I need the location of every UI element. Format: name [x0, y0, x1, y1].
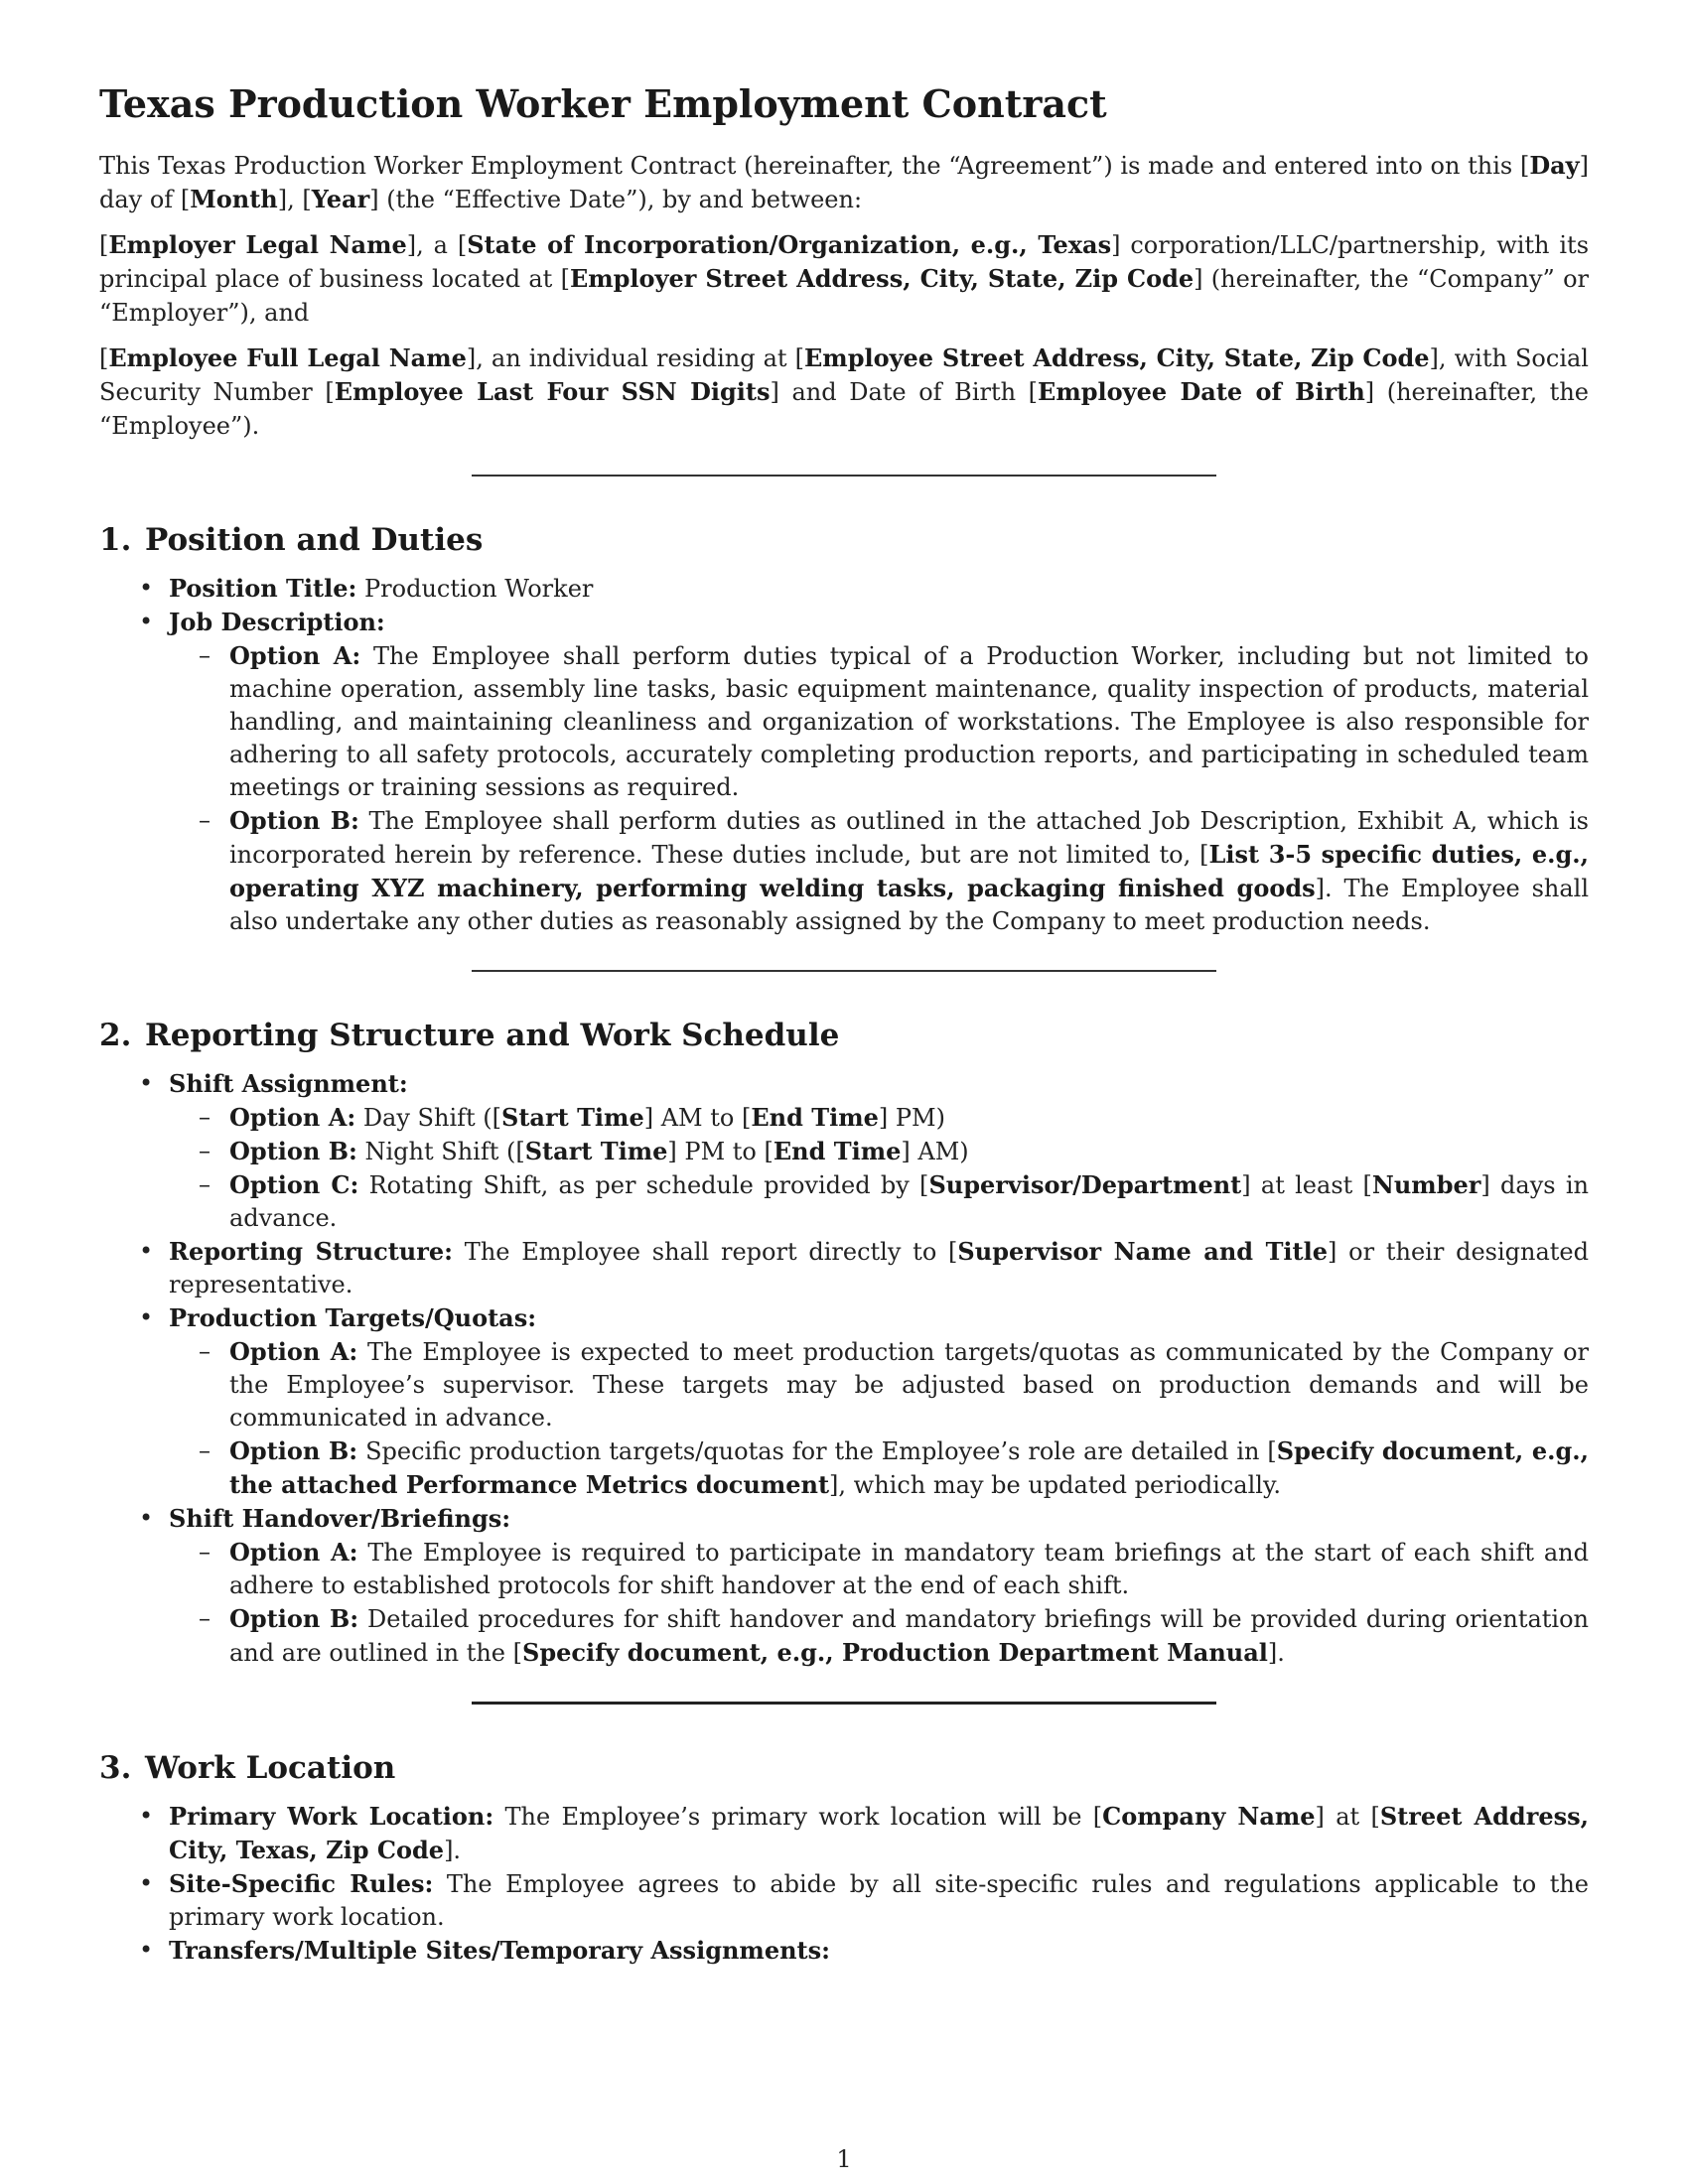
bullet-icon: • [139, 1069, 154, 1097]
option-a: – Option A: The Employee shall perform duties typical of a Production Worker, including but not limited to machine operation, assembly line tasks, basic equipment maintenance, quality inspection of products, material handling, and maintaining cleanliness and organization of workstations. The Employee is also responsible for adhering to all safety protocols, accurately completing production reports, and participating in scheduled team meetings or training sessions as required. [199, 641, 1589, 801]
shift-options [169, 1101, 1589, 1235]
document-title: Texas Production Worker Employment Contract [99, 81, 1107, 126]
dash-icon: – [199, 1337, 211, 1365]
bullet-icon: • [139, 1237, 154, 1265]
option-b: – Option B: Night Shift ([Start Time] PM to [End Time] AM) [199, 1137, 969, 1165]
dash-icon: – [199, 806, 211, 834]
intro-paragraph-agreement: This Texas Production Worker Employment Contract (hereinafter, the “Agreement”) is made and entered into on this [Day] day of [Month], [Year] (the “Effective Date”), by and between: [99, 151, 1589, 213]
section-1-list [99, 572, 1589, 938]
placeholder-employee-address: Employee Street Address, City, State, Zip Code [804, 343, 1430, 372]
placeholder-dob: Employee Date of Birth [1038, 377, 1365, 406]
list-item-transfers: • Transfers/Multiple Sites/Temporary Assignments: [139, 1936, 830, 1965]
bullet-icon: • [139, 574, 154, 602]
page-number: 1 [836, 2145, 852, 2173]
option-a: – Option A: Day Shift ([Start Time] AM to [End Time] PM) [199, 1103, 945, 1132]
section-divider [472, 475, 1216, 477]
option-a: – Option A: The Employee is required to participate in mandatory team briefings at the start of each shift and adhere to established protocols for shift handover at the end of each shift. [199, 1538, 1589, 1599]
section-heading-3: 3. Work Location [99, 1750, 396, 1786]
intro-paragraph-employer: [Employer Legal Name], a [State of Incorporation/Organization, e.g., Texas] corporation/LLC/partnership, with its principal place of business located at [Employer Street Address, City, State, Zip Code] (hereinafter, the “Company” or “Employer”), and [99, 230, 1590, 327]
bullet-icon: • [139, 1303, 154, 1331]
option-c: – Option C: Rotating Shift, as per schedule provided by [Supervisor/Department] at least [Number] days in advance. [199, 1170, 1590, 1232]
dash-icon: – [199, 1103, 211, 1131]
list-item-reporting-structure: • Reporting Structure: The Employee shall report directly to [Supervisor Name and Title] or their designated representative. [139, 1237, 1590, 1298]
dash-icon: – [199, 1137, 211, 1164]
section-divider [472, 970, 1216, 972]
targets-options [169, 1335, 1589, 1502]
dash-icon: – [199, 1436, 211, 1464]
option-b: – Option B: Specific production targets/quotas for the Employee’s role are detailed in [Specify document, e.g., the attached Performance Metrics document], which may be updated periodically. [199, 1436, 1589, 1499]
placeholder-ssn: Employee Last Four SSN Digits [334, 377, 771, 406]
placeholder-state: State of Incorporation/Organization, e.g., Texas [467, 230, 1112, 259]
job-description-options [169, 639, 1589, 938]
list-item-production-targets: • Production Targets/Quotas: – Option A: The Employee is expected to meet production targets/quotas as communicated by the Company or the Employee’s supervisor. These targets may be adjusted based on production demands and will be communicated in advance. – Option B: Specific production targets/quotas for the Employee’s role are detailed in [Specify document, e.g., the attached Performance Metrics document], which may be updated periodically. [99, 1301, 1589, 1502]
option-b: – Option B: Detailed procedures for shift handover and mandatory briefings will be provided during orientation and are outlined in the [Specify document, e.g., Production Department Manual]. [199, 1604, 1589, 1667]
section-heading-2: 2. Reporting Structure and Work Schedule [99, 1018, 840, 1053]
bullet-icon: • [139, 1936, 154, 1964]
list-item-position-title: • Position Title: Production Worker [139, 574, 594, 603]
list-item-shift-assignment: • Shift Assignment: – Option A: Day Shift ([Start Time] AM to [End Time] PM) – Option B: Night Shift ([Start Time] PM to [End Time] AM) – Option C: Rotating Shift, as per schedule provided by [Supervisor/Department] at least [Number] days in advance. [99, 1067, 1589, 1235]
dash-icon: – [199, 641, 211, 669]
bullet-icon: • [139, 1869, 154, 1897]
list-item-job-description: • Job Description: – Option A: The Employee shall perform duties typical of a Production Worker, including but not limited to machine operation, assembly line tasks, basic equipment maintenance, quality inspection of products, material handling, and maintaining cleanliness and organization of workstations. The Employee is also responsible for adhering to all safety protocols, accurately completing production reports, and participating in scheduled team meetings or training sessions as required. – Option B: The Employee shall perform duties as outlined in the attached Job Description, Exhibit A, which is incorporated herein by reference. These duties include, but are not limited to, [List 3-5 specific duties, e.g., operating XYZ machinery, performing welding tasks, packaging finished goods]. The Employee shall also undertake any other duties as reasonably assigned by the Company to meet production needs. [99, 606, 1589, 938]
placeholder-employee-name: Employee Full Legal Name [108, 343, 467, 372]
bullet-icon: • [139, 1802, 154, 1830]
option-a: – Option A: The Employee is expected to meet production targets/quotas as communicated by the Company or the Employee’s supervisor. These targets may be adjusted based on production demands and will be communicated in advance. [199, 1337, 1589, 1432]
section-3-list [99, 1800, 1589, 1968]
dash-icon: – [199, 1538, 211, 1566]
option-b: – Option B: The Employee shall perform duties as outlined in the attached Job Description, Exhibit A, which is incorporated herein by reference. These duties include, but are not limited to, [List 3-5 specific duties, e.g., operating XYZ machinery, performing welding tasks, packaging finished goods]. The Employee shall also undertake any other duties as reasonably assigned by the Company to meet production needs. [199, 806, 1589, 935]
list-item-shift-handover: • Shift Handover/Briefings: – Option A: The Employee is required to participate in mandatory team briefings at the start of each shift and adhere to established protocols for shift handover at the end of each shift. – Option B: Detailed procedures for shift handover and mandatory briefings will be provided during orientation and are outlined in the [Specify document, e.g., Production Department Manual]. [99, 1502, 1589, 1670]
handover-options [169, 1536, 1589, 1670]
placeholder-employer-address: Employer Street Address, City, State, Zip Code [569, 264, 1195, 293]
list-item-site-specific-rules: • Site-Specific Rules: The Employee agrees to abide by all site-specific rules and regulations applicable to the primary work location. [139, 1869, 1589, 1931]
document-page [99, 81, 1589, 1968]
intro-paragraph-employee: [Employee Full Legal Name], an individual residing at [Employee Street Address, City, State, Zip Code], with Social Security Number [Employee Last Four SSN Digits] and Date of Birth [Employee Date of Birth] (hereinafter, the “Employee”). [99, 343, 1589, 440]
section-divider [472, 1702, 1216, 1705]
section-2-list [99, 1067, 1589, 1670]
list-item-primary-work-location: • Primary Work Location: The Employee’s primary work location will be [Company Name] at [Street Address, City, Texas, Zip Code]. [139, 1802, 1589, 1864]
dash-icon: – [199, 1170, 211, 1198]
bullet-icon: • [139, 1504, 154, 1532]
placeholder-day: Day [1529, 151, 1580, 180]
placeholder-month: Month [190, 185, 278, 213]
section-heading-1: 1. Position and Duties [99, 522, 484, 558]
dash-icon: – [199, 1604, 211, 1632]
placeholder-employer-name: Employer Legal Name [108, 230, 407, 259]
bullet-icon: • [139, 608, 154, 635]
placeholder-year: Year [311, 185, 370, 213]
